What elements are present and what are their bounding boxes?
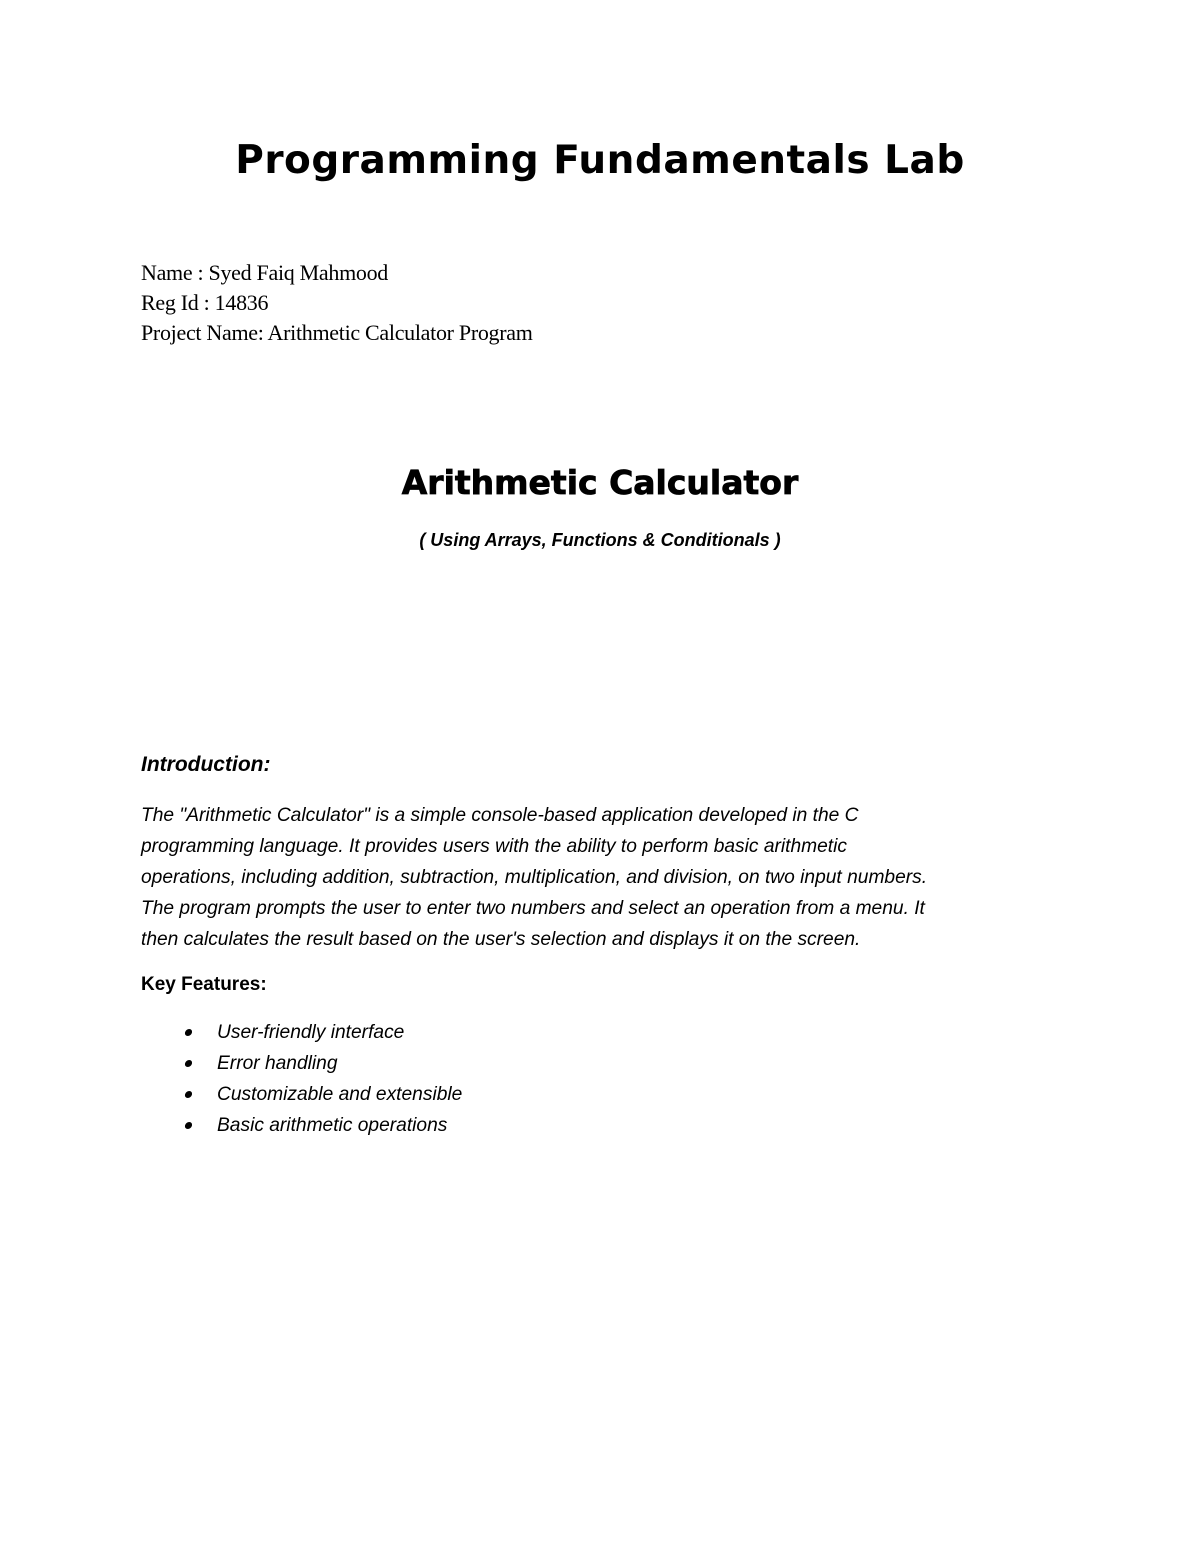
subheading: ( Using Arrays, Functions & Conditionals ) (419, 530, 781, 550)
bullet-icon (184, 1122, 192, 1129)
paragraph-line: The "Arithmetic Calculator" is a simple console-based application developed in the C (141, 805, 859, 826)
project-name: Project Name: Arithmetic Calculator Program (141, 320, 533, 345)
list-item (141, 1079, 462, 1110)
document-title: Programming Fundamentals Lab (235, 138, 965, 183)
paragraph-line: The program prompts the user to enter two numbers and select an operation from a menu. It (141, 898, 925, 919)
list-item (141, 1110, 462, 1141)
paragraph-line: then calculates the result based on the user's selection and displays it on the screen. (141, 929, 861, 950)
student-name: Name : Syed Faiq Mahmood (141, 260, 388, 285)
introduction-heading: Introduction: (141, 753, 271, 776)
key-features-list (141, 1017, 462, 1141)
introduction-paragraph (141, 800, 1051, 955)
feature-label: Customizable and extensible (217, 1084, 463, 1105)
paragraph-line: programming language. It provides users with the ability to perform basic arithmetic (141, 836, 847, 857)
student-info (141, 258, 533, 348)
feature-label: Error handling (217, 1053, 338, 1074)
bullet-icon (184, 1060, 192, 1067)
bullet-icon (184, 1091, 192, 1098)
key-features-heading: Key Features: (141, 974, 267, 995)
feature-label: Basic arithmetic operations (217, 1115, 448, 1136)
list-item (141, 1048, 462, 1079)
list-item (141, 1017, 462, 1048)
registration-id: Reg Id : 14836 (141, 290, 269, 315)
paragraph-line: operations, including addition, subtraction, multiplication, and division, on two input numbers. (141, 867, 928, 888)
feature-label: User-friendly interface (217, 1022, 405, 1043)
main-heading: Arithmetic Calculator (401, 463, 799, 502)
bullet-icon (184, 1029, 192, 1036)
